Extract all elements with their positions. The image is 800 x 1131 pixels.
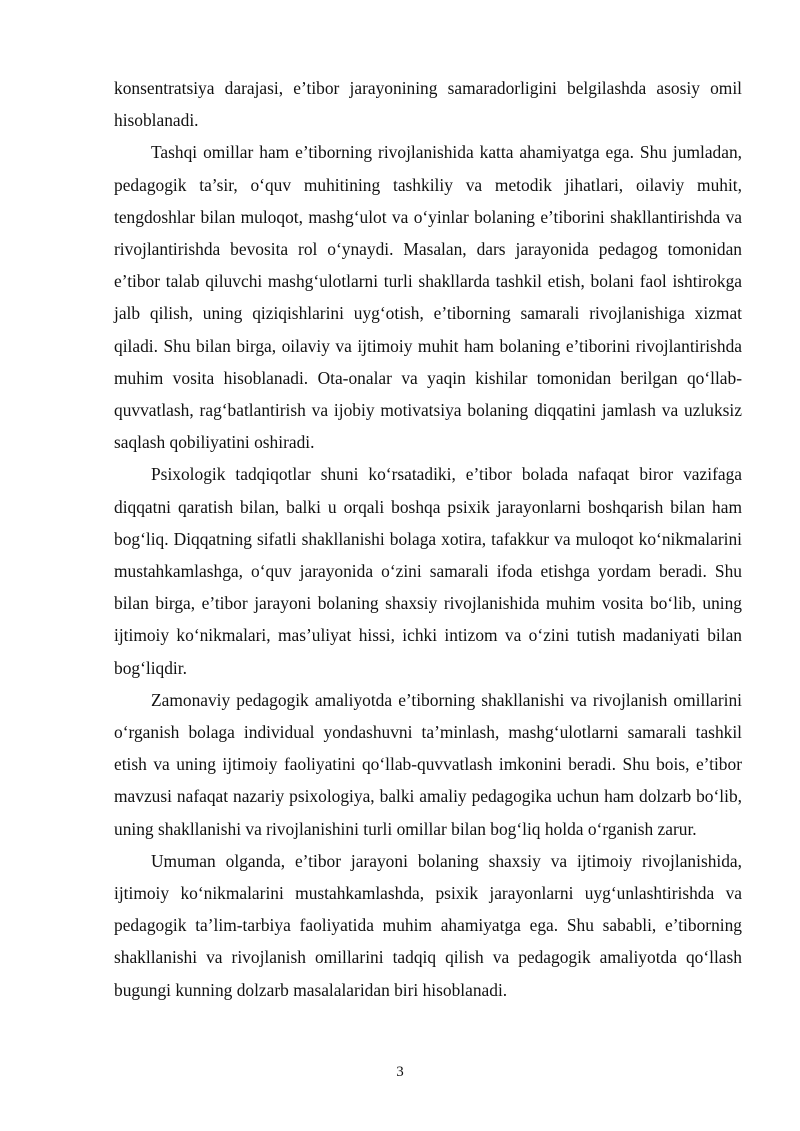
paragraph-external-factors: Tashqi omillar ham e’tiborning rivojlanishida katta ahamiyatga ega. Shu jumladan, pedagogik ta’sir, o‘quv muhitining tashkiliy va metodik jihatlari, oilaviy muhit, tengdoshlar bilan muloqot, mashg‘ulot va o‘yinlar bolaning e’tiborini shakllantirishda va rivojlantirishda bevosita rol o‘ynaydi. Masalan, dars jarayonida pedagog tomonidan e’tibor talab qiluvchi mashg‘ulotlarni turli shakllarda tashkil etish, bolani faol ishtirokga jalb qilish, uning qiziqishlarini uyg‘otish, e’tiborning samarali rivojlanishiga xizmat qiladi. Shu bilan birga, oilaviy va ijtimoiy muhit ham bolaning e’tiborini rivojlantirishda muhim vosita hisoblanadi. Ota-onalar va yaqin kishilar tomonidan berilgan qo‘llab-quvvatlash, rag‘batlantirish va ijobiy motivatsiya bolaning diqqatini jamlash va uzluksiz saqlash qobiliyatini oshiradi. bbox=[114, 142, 742, 453]
paragraph-psychological-research: Psixologik tadqiqotlar shuni ko‘rsatadiki, e’tibor bolada nafaqat biror vazifaga diqqatni qaratish bilan, balki u orqali boshqa psixik jarayonlarni boshqarish bilan ham bog‘liq. Diqqatning sifatli shakllanishi bolaga xotira, tafakkur va muloqot ko‘nikmalarini mustahkamlashga, o‘quv jarayonida o‘zini samarali ifoda etishga yordam beradi. Shu bilan birga, e’tibor jarayoni bolaning shaxsiy rivojlanishida muhim vosita bo‘lib, uning ijtimoiy ko‘nikmalari, mas’uliyat hissi, ichki intizom va o‘zini tutish madaniyati bilan bog‘liqdir. bbox=[114, 464, 742, 678]
paragraph-modern-pedagogy: Zamonaviy pedagogik amaliyotda e’tiborning shakllanishi va rivojlanish omillarini o‘rganish bolaga individual yondashuvni ta’minlash, mashg‘ulotlarni samarali tashkil etish va uning ijtimoiy faoliyatini qo‘llab-quvvatlash imkonini beradi. Shu bois, e’tibor mavzusi nafaqat nazariy psixologiya, balki amaliy pedagogika uchun ham dolzarb bo‘lib, uning shakllanishi va rivojlanishini turli omillar bilan bog‘liq holda o‘rganish zarur. bbox=[114, 689, 742, 839]
page-number: 3 bbox=[396, 1064, 404, 1080]
paragraph-conclusion: Umuman olganda, e’tibor jarayoni bolaning shaxsiy va ijtimoiy rivojlanishida, ijtimoiy ko‘nikmalarini mustahkamlashda, psixik jarayonlarni uyg‘unlashtirishda va pedagogik ta’lim-tarbiya faoliyatida muhim ahamiyatga ega. Shu sababli, e’tiborning shakllanishi va rivojlanish omillarini tadqiq qilish va pedagogik amaliyotda qo‘llash bugungi kunning dolzarb masalalaridan biri hisoblanadi. bbox=[114, 850, 742, 1000]
document-page bbox=[114, 72, 742, 1006]
paragraph-continuation: konsentratsiya darajasi, e’tibor jarayonining samaradorligini belgilashda asosiy omil hisoblanadi. bbox=[114, 78, 742, 131]
